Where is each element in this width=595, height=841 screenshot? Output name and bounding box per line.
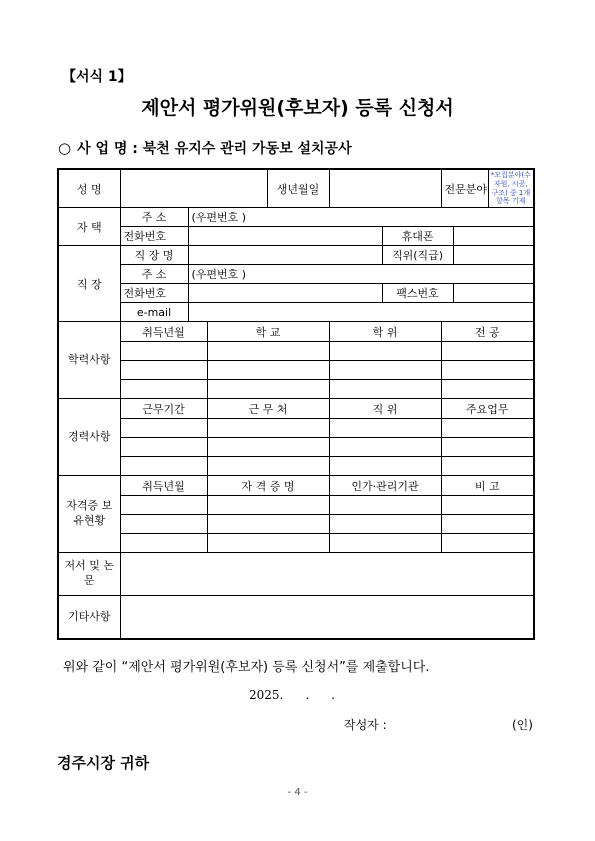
table-cell[interactable] <box>329 496 441 515</box>
other-label: 기타사항 <box>58 596 120 640</box>
work-postcode[interactable]: (우편번호 ) <box>188 265 534 284</box>
table-cell[interactable] <box>329 534 441 553</box>
mobile-label: 휴대폰 <box>382 227 453 246</box>
table-cell[interactable] <box>120 534 207 553</box>
page-number: - 4 - <box>287 787 308 798</box>
edu-header-school: 학 교 <box>207 322 329 342</box>
table-cell[interactable] <box>207 457 329 476</box>
project-name <box>58 138 352 158</box>
table-cell[interactable] <box>207 419 329 438</box>
edu-header-major: 전 공 <box>441 322 534 342</box>
fax-field[interactable] <box>453 284 534 303</box>
cert-header-date: 취득년월 <box>120 476 207 496</box>
table-cell[interactable] <box>329 515 441 534</box>
field-label: 전문분야 <box>441 169 488 208</box>
date-month: . <box>305 688 310 702</box>
home-phone-field[interactable] <box>188 227 382 246</box>
career-header-period: 근무기간 <box>120 399 207 419</box>
email-label: e-mail <box>120 303 188 322</box>
project-label: 사 업 명 : 북천 유지수 관리 가동보 설치공사 <box>77 141 352 157</box>
birth-field[interactable] <box>329 169 441 208</box>
table-cell[interactable] <box>441 380 534 399</box>
career-header-duties: 주요업무 <box>441 399 534 419</box>
career-header-workplace: 근 무 처 <box>207 399 329 419</box>
table-cell[interactable] <box>329 361 441 380</box>
work-phone-field[interactable] <box>188 284 382 303</box>
table-cell[interactable] <box>441 496 534 515</box>
other-field[interactable] <box>120 596 534 640</box>
papers-label: 저서 및 논문 <box>58 553 120 596</box>
table-cell[interactable] <box>207 380 329 399</box>
cert-header-remarks: 비 고 <box>441 476 534 496</box>
table-cell[interactable] <box>441 419 534 438</box>
seal-mark: (인) <box>512 718 533 732</box>
table-cell[interactable] <box>441 515 534 534</box>
table-cell[interactable] <box>207 496 329 515</box>
page-title: 제안서 평가위원(후보자) 등록 신청서 <box>141 97 454 119</box>
name-field[interactable] <box>120 169 267 208</box>
table-cell[interactable] <box>441 361 534 380</box>
submission-statement: 위와 같이 “제안서 평가위원(후보자) 등록 신청서”를 제출합니다. <box>63 660 430 675</box>
table-cell[interactable] <box>441 342 534 361</box>
table-cell[interactable] <box>329 380 441 399</box>
cert-header-agency: 인가·관리기관 <box>329 476 441 496</box>
edu-header-degree: 학 위 <box>329 322 441 342</box>
date-day: . <box>331 688 336 702</box>
date-year: 2025. <box>249 688 284 702</box>
work-address-label: 주 소 <box>120 265 188 284</box>
table-cell[interactable] <box>120 380 207 399</box>
edu-header-date: 취득년월 <box>120 322 207 342</box>
table-cell[interactable] <box>441 534 534 553</box>
table-cell[interactable] <box>329 457 441 476</box>
work-label: 직 장 <box>58 246 120 322</box>
table-cell[interactable] <box>207 342 329 361</box>
table-cell[interactable] <box>329 419 441 438</box>
addressee: 경주시장 귀하 <box>57 754 150 772</box>
table-cell[interactable] <box>329 438 441 457</box>
home-postcode[interactable]: (우편번호 ) <box>188 208 534 227</box>
table-cell[interactable] <box>120 419 207 438</box>
career-header-position: 직 위 <box>329 399 441 419</box>
work-name-field[interactable] <box>188 246 382 265</box>
table-cell[interactable] <box>120 438 207 457</box>
table-cell[interactable] <box>120 361 207 380</box>
mobile-field[interactable] <box>453 227 534 246</box>
table-cell[interactable] <box>120 515 207 534</box>
field-note: *모집분야(수자원, 시공, 구조) 중 1개 항목 기재 <box>488 169 534 208</box>
work-phone-label: 전화번호 <box>120 284 188 303</box>
home-phone-label: 전화번호 <box>120 227 188 246</box>
birth-label: 생년월일 <box>267 169 329 208</box>
table-cell[interactable] <box>207 438 329 457</box>
cert-header-name: 자 격 증 명 <box>207 476 329 496</box>
application-form-table <box>57 168 535 640</box>
table-cell[interactable] <box>120 457 207 476</box>
education-label: 학력사항 <box>58 322 120 399</box>
table-cell[interactable] <box>441 457 534 476</box>
home-label: 자 택 <box>58 208 120 246</box>
table-cell[interactable] <box>207 515 329 534</box>
date-line <box>249 688 357 702</box>
cert-label: 자격증 보유현황 <box>58 476 120 553</box>
fax-label: 팩스번호 <box>382 284 453 303</box>
form-number: 【서식 1】 <box>62 69 132 85</box>
table-cell[interactable] <box>207 534 329 553</box>
writer-label: 작성자 : <box>344 718 387 732</box>
table-cell[interactable] <box>120 342 207 361</box>
table-cell[interactable] <box>441 438 534 457</box>
table-cell[interactable] <box>329 342 441 361</box>
career-label: 경력사항 <box>58 399 120 476</box>
table-cell[interactable] <box>120 496 207 515</box>
table-cell[interactable] <box>207 361 329 380</box>
work-name-label: 직 장 명 <box>120 246 188 265</box>
papers-field[interactable] <box>120 553 534 596</box>
home-address-label: 주 소 <box>120 208 188 227</box>
position-field[interactable] <box>453 246 534 265</box>
name-label: 성 명 <box>58 169 120 208</box>
position-label: 직위(직급) <box>382 246 453 265</box>
email-field[interactable] <box>188 303 534 322</box>
circle-bullet-icon: ○ <box>58 139 72 157</box>
